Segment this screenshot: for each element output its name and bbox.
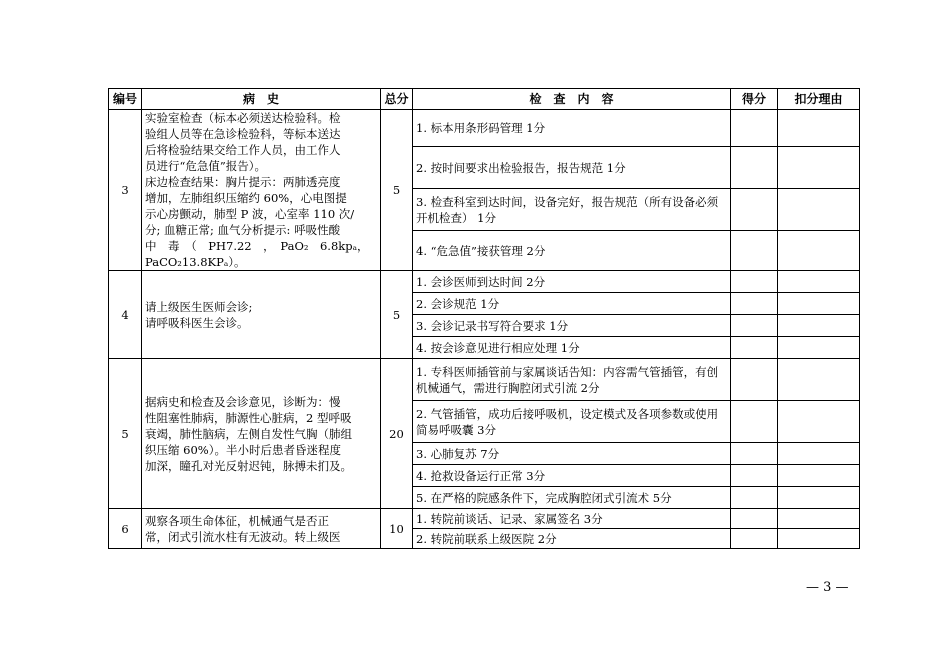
check-item: 4. “危急值”接获管理 2分 [413, 231, 731, 271]
check-item: 1. 会诊医师到达时间 2分 [413, 271, 731, 293]
score-cell[interactable] [731, 359, 778, 401]
history-line: 加深，瞳孔对光反射迟钝，脉搏未扪及。 [145, 458, 352, 473]
header-row [109, 89, 860, 110]
check-item: 2. 气管插管，成功后接呼吸机，设定模式及各项参数或使用简易呼吸囊 3分 [413, 401, 731, 443]
score-cell[interactable] [731, 529, 778, 549]
reason-cell[interactable] [778, 401, 860, 443]
total-score: 5 [381, 110, 413, 271]
page-number: — 3 — [806, 580, 849, 595]
score-cell[interactable] [731, 401, 778, 443]
reason-cell[interactable] [778, 293, 860, 315]
reason-cell[interactable] [778, 231, 860, 271]
total-score: 10 [381, 509, 413, 549]
check-item: 2. 会诊规范 1分 [413, 293, 731, 315]
reason-cell[interactable] [778, 359, 860, 401]
score-cell[interactable] [731, 509, 778, 529]
table-row [109, 359, 860, 401]
history-line: 请呼吸科医生会诊。 [145, 315, 249, 330]
history-line: 后将检验结果交给工作人员，由工作人 [145, 143, 341, 157]
table-row [109, 509, 860, 529]
table-row [109, 110, 860, 147]
reason-cell[interactable] [778, 271, 860, 293]
history-line: 员进行“危急值”报告）。 [145, 159, 267, 173]
total-score: 5 [381, 271, 413, 359]
header-reason: 扣分理由 [778, 89, 860, 110]
reason-cell[interactable] [778, 110, 860, 147]
history-line: 验组人员等在急诊检验科，等标本送达 [145, 127, 341, 141]
score-cell[interactable] [731, 189, 778, 231]
reason-cell[interactable] [778, 465, 860, 487]
history-line: 增加，左肺组织压缩约 60%，心电图提 [145, 191, 347, 205]
history-line: 据病史和检查及会诊意见，诊断为：慢 [145, 394, 341, 409]
check-item: 5. 在严格的院感条件下，完成胸腔闭式引流术 5分 [413, 487, 731, 509]
history-cell [142, 509, 381, 549]
history-line: 实验室检查（标本必须送达检验科。检 [145, 111, 341, 125]
history-cell [142, 110, 381, 271]
reason-cell[interactable] [778, 509, 860, 529]
total-score: 20 [381, 359, 413, 509]
reason-cell[interactable] [778, 315, 860, 337]
check-item: 3. 检查科室到达时间，设备完好，报告规范（所有设备必须开机检查） 1分 [413, 189, 731, 231]
history-line: 示心房颤动，肺型 P 波，心室率 110 次/ [145, 207, 355, 221]
history-line: PaCO₂13.8KPₐ）。 [145, 255, 246, 269]
score-cell[interactable] [731, 315, 778, 337]
score-cell[interactable] [731, 465, 778, 487]
score-cell[interactable] [731, 271, 778, 293]
reason-cell[interactable] [778, 529, 860, 549]
history-line: 织压缩 60%）。半小时后患者昏迷程度 [145, 442, 341, 457]
history-line: 常，闭式引流水柱有无波动。转上级医 [145, 529, 341, 544]
header-no: 编号 [109, 89, 142, 110]
reason-cell[interactable] [778, 487, 860, 509]
header-score: 得分 [731, 89, 778, 110]
inspection-table [108, 88, 860, 549]
history-cell [142, 359, 381, 509]
reason-cell[interactable] [778, 147, 860, 189]
check-item: 2. 转院前联系上级医院 2分 [413, 529, 731, 549]
score-cell[interactable] [731, 110, 778, 147]
history-line: 床边检查结果：胸片提示：两肺透亮度 [145, 175, 341, 189]
history-line: 性阻塞性肺病，肺源性心脏病，2 型呼吸 [145, 410, 352, 425]
reason-cell[interactable] [778, 337, 860, 359]
check-item: 3. 会诊记录书写符合要求 1分 [413, 315, 731, 337]
history-line: 中 毒 （ PH7.22 ， PaO₂ 6.8kpₐ， [145, 239, 369, 253]
reason-cell[interactable] [778, 443, 860, 465]
history-line: 衰竭，肺性脑病，左侧自发性气胸（肺组 [145, 426, 352, 441]
history-cell [142, 271, 381, 359]
history-line: 观察各项生命体征，机械通气是否正 [145, 513, 329, 528]
history-line: 请上级医生医师会诊; [145, 299, 253, 314]
row-number: 5 [109, 359, 142, 509]
reason-cell[interactable] [778, 189, 860, 231]
score-cell[interactable] [731, 487, 778, 509]
score-cell[interactable] [731, 337, 778, 359]
check-item: 3. 心肺复苏 7分 [413, 443, 731, 465]
score-cell[interactable] [731, 293, 778, 315]
check-item: 4. 按会诊意见进行相应处理 1分 [413, 337, 731, 359]
score-cell[interactable] [731, 443, 778, 465]
row-number: 3 [109, 110, 142, 271]
check-item: 1. 转院前谈话、记录、家属签名 3分 [413, 509, 731, 529]
check-item: 4. 抢救设备运行正常 3分 [413, 465, 731, 487]
table-row [109, 271, 860, 293]
check-item: 1. 标本用条形码管理 1分 [413, 110, 731, 147]
check-item: 1. 专科医师插管前与家属谈话告知：内容需气管插管，有创机械通气，需进行胸腔闭式引流 2分 [413, 359, 731, 401]
row-number: 4 [109, 271, 142, 359]
row-number: 6 [109, 509, 142, 549]
score-cell[interactable] [731, 147, 778, 189]
check-item: 2. 按时间要求出检验报告，报告规范 1分 [413, 147, 731, 189]
header-total: 总分 [381, 89, 413, 110]
header-content: 检 查 内 容 [413, 89, 731, 110]
header-history: 病 史 [142, 89, 381, 110]
score-cell[interactable] [731, 231, 778, 271]
history-line: 分; 血糖正常; 血气分析提示: 呼吸性酸 [145, 223, 341, 237]
